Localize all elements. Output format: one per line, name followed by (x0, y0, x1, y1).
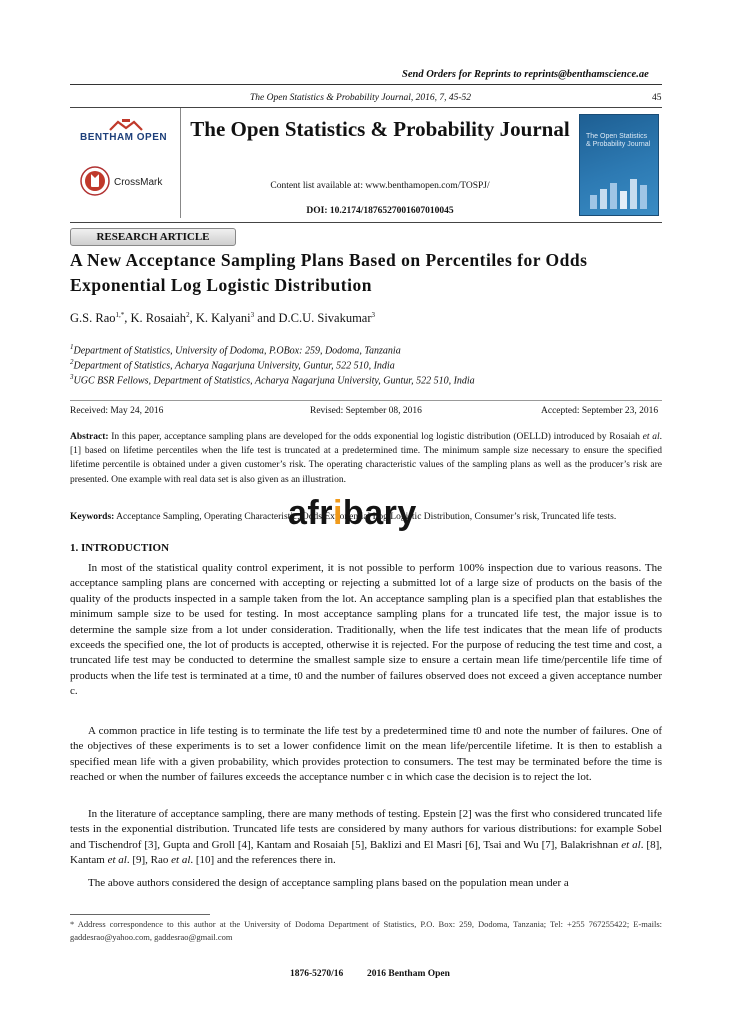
affiliation-marker: 3 (70, 373, 74, 381)
author-name[interactable]: and D.C.U. Sivakumar (254, 311, 372, 326)
author-name[interactable]: G.S. Rao (70, 311, 116, 326)
paragraph-span: In the literature of acceptance sampling, there are many methods of testing. Epstein [2] was the first who considered truncated life tests in the exponential distribution. Truncated life tests are considered by many authors for various distributions: for example Sobel and Tischendrof [3], Gupta and Groll [4], Kantam and Rosaiah [5], Baklizi and El Masri [6], Tsai and Wu [7], Balakrishnan (70, 808, 662, 851)
body-paragraph (70, 807, 662, 869)
affiliation-marker: 2 (70, 358, 74, 366)
abstract-text: . [1] based on lifetime percentiles when the life test is truncated at a predetermined time. The minimum sample size necessary to ensure the specified lifetime percentile is obtained under a given customer’s risk. The operating characteristic values of the sampling plans as well as the producer’s risk are presented. One example with real data set is also given as an illustration. (70, 432, 663, 485)
paragraph-text (70, 807, 662, 869)
doi[interactable]: DOI: 10.2174/1876527001607010045 (306, 206, 454, 216)
abstract-label: Abstract: (70, 432, 109, 442)
page-number: 45 (652, 93, 662, 103)
issn-footer: 1876-5270/16 2016 Bentham Open (290, 969, 450, 979)
author-affiliation-marker: 1,* (115, 311, 125, 319)
cover-title: The Open Statistics & Probability Journal (586, 133, 651, 148)
etal: et al (621, 838, 641, 851)
keywords-text: Acceptance Sampling, Operating Characteristic, Odds Exponential Log Logistic Distribution, Consumer’s risk, Truncated life tests. (114, 512, 617, 522)
header-divider (180, 108, 181, 218)
dates-rule (70, 400, 662, 401)
affiliation-line (70, 373, 475, 386)
paragraph-span: . [10] and the references there in. (190, 854, 336, 867)
journal-title: The Open Statistics & Probability Journal (190, 117, 570, 141)
crossmark-label[interactable]: CrossMark (114, 177, 163, 188)
affiliation-text: Department of Statistics, University of Dodoma, P.OBox: 259, Dodoma, Tanzania (73, 345, 401, 357)
article-type-badge: RESEARCH ARTICLE (70, 228, 236, 246)
paragraph-text: The above authors considered the design of acceptance sampling plans based on the population mean under a (88, 877, 569, 889)
body-paragraph (70, 561, 662, 700)
author-affiliation-marker: 3 (250, 311, 255, 319)
affiliation-text: Department of Statistics, Acharya Nagarjuna University, Guntur, 522 510, India (73, 360, 395, 372)
affiliation-marker: 1 (70, 343, 74, 351)
journal-citation: The Open Statistics & Probability Journal, 2016, 7, 45-52 (250, 93, 472, 103)
top-rule (70, 84, 662, 85)
received-date: Received: May 24, 2016 (70, 406, 164, 416)
correspondence-footnote: * Address correspondence to this author at the University of Dodoma Department of Statistics, P.O. Box: 259, Dodoma, Tanzania; Tel: +255 767255422; E-mails: gaddesrao@yahoo.com, gaddesrao@gmail.com (70, 919, 662, 942)
paragraph-text: In most of the statistical quality control experiment, it is not possible to perform 100% inspection due to various reasons. The acceptance sampling plans are concerned with accepting or rejecting a submitted lot of a large size of products on the basis of the quality of the products inspected in a sample taken from the lot. An acceptance sampling plan is a specified plan that establishes the minimum sample size to be used for testing. In most acceptance sampling plans for a truncated life test, the major issue is to determine the sample size from a lot under consideration. Traditionally, when the life test indicates that the mean life of products exceeds the specified one, the lot of products is accepted, otherwise it is rejected. For the purpose of reducing the test time and cost, a truncated life test may be conducted to determine the smallest sample size to ensure a certain mean life time/percentile life time of products when the life test is terminated at a time, t0 and the number of failures observed does not exceed a given acceptance number c. (70, 562, 662, 698)
body-paragraph (70, 876, 662, 891)
watermark-text: afr (288, 494, 333, 532)
reprints-notice: Send Orders for Reprints to reprints@benthamscience.ae (402, 69, 649, 80)
article-title: A New Acceptance Sampling Plans Based on Percentiles for Odds Exponential Log Logistic Distribution (70, 250, 588, 295)
watermark-text: bary (342, 494, 417, 532)
etal: et al (171, 854, 191, 867)
revised-date: Revised: September 08, 2016 (310, 406, 422, 416)
cover-bar-graphic-icon (586, 173, 652, 209)
affiliation-line (70, 358, 395, 371)
keywords-label: Keywords: (70, 512, 115, 522)
header-bottom-rule (70, 222, 662, 223)
author-affiliation-marker: 3 (371, 311, 376, 319)
paragraph-span: . [9], Rao (126, 854, 172, 867)
abstract (70, 430, 662, 487)
abstract-etal: et al (642, 432, 660, 442)
etal: et al (107, 854, 127, 867)
affiliation-line (70, 343, 401, 356)
author-name[interactable]: , K. Rosaiah (124, 311, 187, 326)
bentham-open-logo-icon (108, 118, 144, 132)
paragraph-text: A common practice in life testing is to terminate the life test by a predetermined time t0 and note the number of failures. One of the objectives of these experiments is to set a lower confidence limit on the mean life/percentile lifetime. It is then to establish a specified mean life with a given probability, which provides protection to consumers. The test may be terminated before the time is reached or when the number of failures exceeds the acceptance number c in which case the decision is to reject the lot. (70, 725, 662, 784)
author-affiliation-marker: 2 (186, 311, 190, 319)
afribary-watermark (288, 494, 417, 533)
watermark-accent: i (332, 494, 343, 532)
accepted-date: Accepted: September 23, 2016 (541, 406, 659, 416)
crossmark-icon[interactable] (80, 166, 110, 196)
author-list (70, 311, 375, 326)
footnote-rule (70, 914, 210, 915)
paragraph-span: . [8], Kantam (70, 838, 663, 867)
journal-cover-image (579, 114, 659, 216)
publisher-logo-text: BENTHAM OPEN (80, 132, 168, 143)
abstract-text: In this paper, acceptance sampling plans are developed for the odds exponential log logistic distribution (OELLD) introduced by Rosaiah (108, 432, 643, 442)
author-name[interactable]: , K. Kalyani (189, 311, 251, 326)
contents-link[interactable]: Content list available at: www.benthamopen.com/TOSPJ/ (270, 181, 490, 191)
header-rule (70, 107, 662, 108)
section-heading: 1. INTRODUCTION (70, 542, 170, 554)
body-paragraph (70, 724, 662, 786)
affiliation-text: UGC BSR Fellows, Department of Statistics, Acharya Nagarjuna University, Guntur, 522 510, India (73, 375, 475, 387)
